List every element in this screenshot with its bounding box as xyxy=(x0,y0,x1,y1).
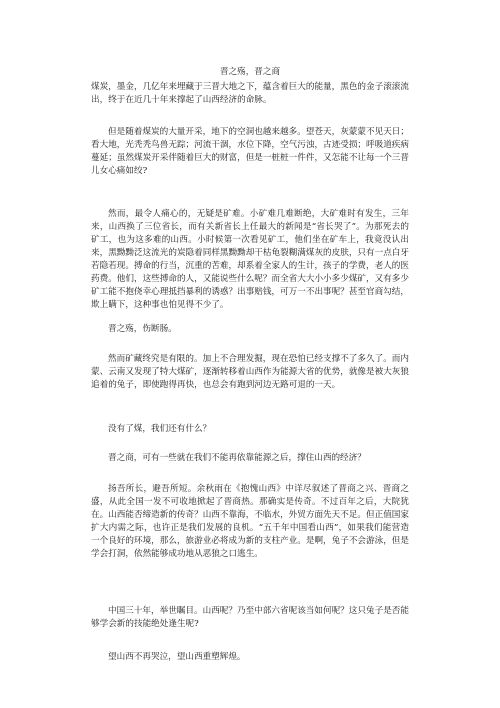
paragraph-7: 晋之商，可有一些就在我们不能再依靠能源之后，撑住山西的经济？ xyxy=(108,453,366,463)
paragraph-5: 然而矿藏终究是有限的。加上不合理发掘，现在恐怕已经支撑不了多久了。而内蒙、云南又发现了特大煤矿，逐渐转移着山西作为能源大省的优势，就像是被大灰狼追着的兔子，即使跑得再快，也总会有跑到河边无路可退的一天。 xyxy=(91,354,409,390)
paragraph-2: 但是随着煤炭的大量开采，地下的空洞也越来越多。望苍天，灰蒙蒙不见天日；看大地，光秃秃鸟兽无踪；河流干涸，水位下降，空气污浊，古迹受损；呼吸道疾病蔓延；虽然煤炭开采伴随着巨大的财富，但是一桩桩一件件，又怎能不让每一个三晋儿女心痛如绞? xyxy=(91,127,409,176)
paragraph-4: 晋之殇，伤断肠。 xyxy=(108,324,177,334)
paragraph-8: 扬吾所长，避吾所短。余秋雨在《抱愧山西》中详尽叙述了晋商之兴、晋商之盛，从此全国一发不可收地掀起了晋商热。那确实是传奇。不过百年之后，大院犹在。山西能否缔造新的传奇？山西不靠海，不临水，外贸方面先天不足。但正值国家扩大内需之际，也许正是我们发展的良机。“五千年中国看山西”，如果我们能营造一个良好的环境，那么，旅游业必将成为新的支柱产业。是啊，兔子不会游泳，但是学会打洞，依然能够成功地从恶狼之口逃生。 xyxy=(91,484,409,559)
document-title: 晋之殇，晋之商 xyxy=(219,67,281,77)
paragraph-1: 煤炭，墨金，几亿年来埋藏于三晋大地之下，蕴含着巨大的能量，黑色的金子滚滚流出，终于在近几十年来撑起了山西经济的命脉。 xyxy=(91,82,409,105)
paragraph-9: 中国三十年，举世瞩目。山西呢？乃至中部六省呢该当如何呢？这只兔子是否能够学会新的技能绝处逢生呢? xyxy=(91,606,409,629)
paragraph-10: 望山西不再哭泣，望山西重塑辉煌。 xyxy=(108,652,246,662)
paragraph-6: 没有了煤，我们还有什么？ xyxy=(108,424,212,434)
paragraph-3: 然而，最令人痛心的，无疑是矿难。小矿难几难断绝，大矿难时有发生，三年来，山西换了三位省长，而有关新省长上任最大的新闻是“省长哭了”。为那死去的矿工，也为这多难的山西。小时候第一次看见矿工，他们坐在矿车上，我竟没认出来，黑黝黝泛这流光的炭隐着同样黑黝黝却干枯龟裂糊满煤灰的皮肤，只有一点白牙若隐若现。搏命的行当，沉重的苦难，却系着全家人的生计，孩子的学费，老人的医药费。他们，这些搏命的人，又能说些什么呢？而全省大大小小多少煤矿，又有多少矿工能不抱侥幸心理抵挡暴利的诱惑？出事赔钱，可万一不出事呢？甚至官商勾结，欺上瞒下，这种事也怕见得不少了。 xyxy=(91,209,409,310)
